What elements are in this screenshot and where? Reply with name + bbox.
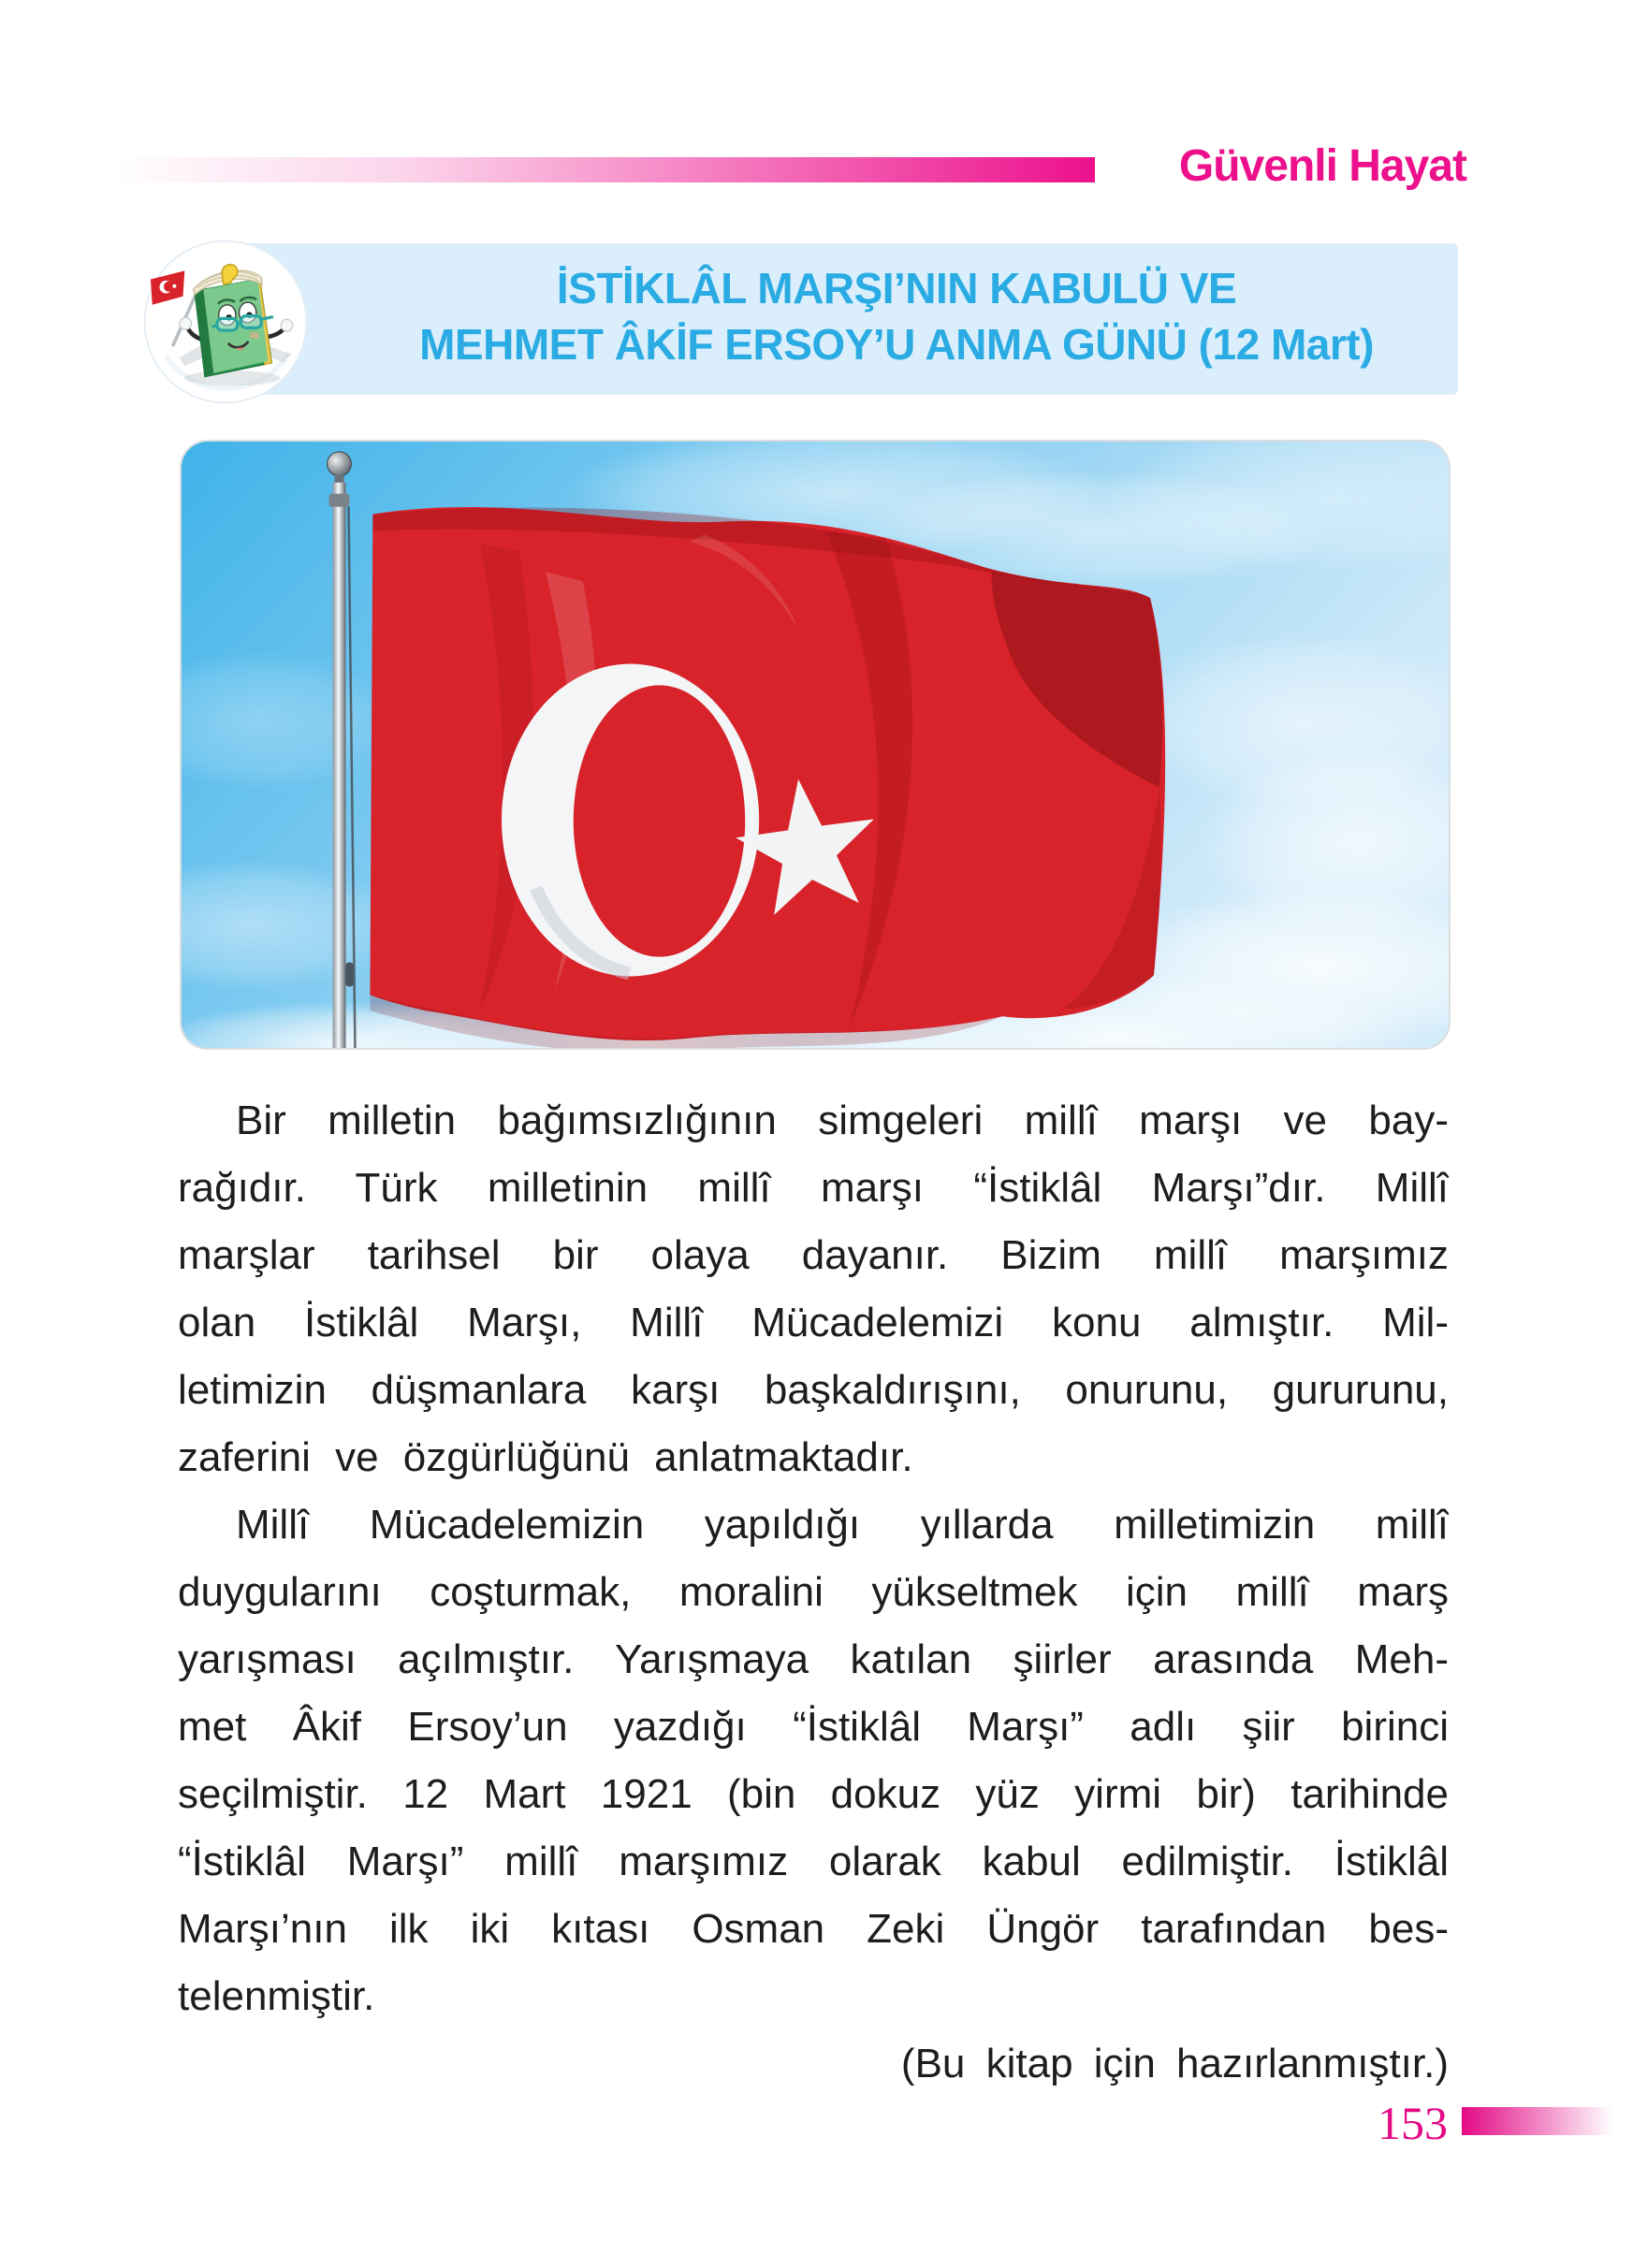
text-line: duygularını coşturmak, moralini yükseltmek için millî marş (178, 1569, 1449, 1615)
crescent-icon (502, 664, 759, 977)
page-number: 153 (1378, 2097, 1448, 2149)
turkish-flag-photo-illustration (182, 442, 1449, 1048)
body-text (178, 1087, 1449, 2098)
flag-photo (180, 440, 1451, 1050)
section-label: Güvenli Hayat (1178, 141, 1466, 191)
mascot-shadow (184, 371, 280, 385)
text-line: Bir milletin bağımsızlığının simgeleri millî marşı ve bay- (236, 1098, 1449, 1143)
text-line: Millî Mücadelemizin yapıldığı yıllarda milletimizin millî (236, 1502, 1449, 1548)
paragraph-2 (178, 1491, 1449, 2030)
section-gradient-bar (110, 157, 1095, 182)
text-line: olan İstiklâl Marşı, Millî Mücadelemizi konu almıştır. Mil- (178, 1300, 1449, 1345)
text-line: seçilmiştir. 12 Mart 1921 (bin dokuz yüz yirmi bir) tarihinde (178, 1771, 1449, 1817)
text-line: telenmiştir. (178, 1973, 375, 2019)
text-line: zaferini ve özgürlüğünü anlatmaktadır. (178, 1434, 913, 1480)
page-title-line2: MEHMET ÂKİF ERSOY’U ANMA GÜNÜ (12 Mart) (419, 320, 1374, 369)
mascot-book-icon (140, 237, 311, 407)
paragraph-1 (178, 1087, 1449, 1491)
page-title-line1: İSTİKLÂL MARŞI’NIN KABULÜ VE (556, 264, 1237, 313)
page-number-gradient-bar (1462, 2107, 1633, 2135)
text-line: Marşı’nın ilk iki kıtası Osman Zeki Üngör tarafından bes- (178, 1906, 1449, 1952)
text-line: marşlar tarihsel bir olaya dayanır. Bizim millî marşımız (178, 1232, 1449, 1278)
text-line: letimizin düşmanlara karşı başkaldırışını, onurunu, gururunu, (178, 1367, 1449, 1413)
mascot-badge (140, 237, 311, 407)
attribution-line: (Bu kitap için hazırlanmıştır.) (900, 2041, 1449, 2086)
turkish-flag (370, 507, 1165, 1048)
title-banner (213, 243, 1458, 395)
text-line: met Âkif Ersoy’un yazdığı “İstiklâl Marşı” adlı şiir birinci (178, 1704, 1449, 1750)
text-line: yarışması açılmıştır. Yarışmaya katılan şiirler arasında Meh- (178, 1636, 1449, 1682)
page-title (354, 260, 1439, 372)
text-line: “İstiklâl Marşı” millî marşımız olarak kabul edilmiştir. İstiklâl (178, 1839, 1449, 1884)
text-line: rağıdır. Türk milletinin millî marşı “İstiklâl Marşı”dır. Millî (178, 1165, 1449, 1211)
body-paragraphs (178, 1087, 1449, 2030)
